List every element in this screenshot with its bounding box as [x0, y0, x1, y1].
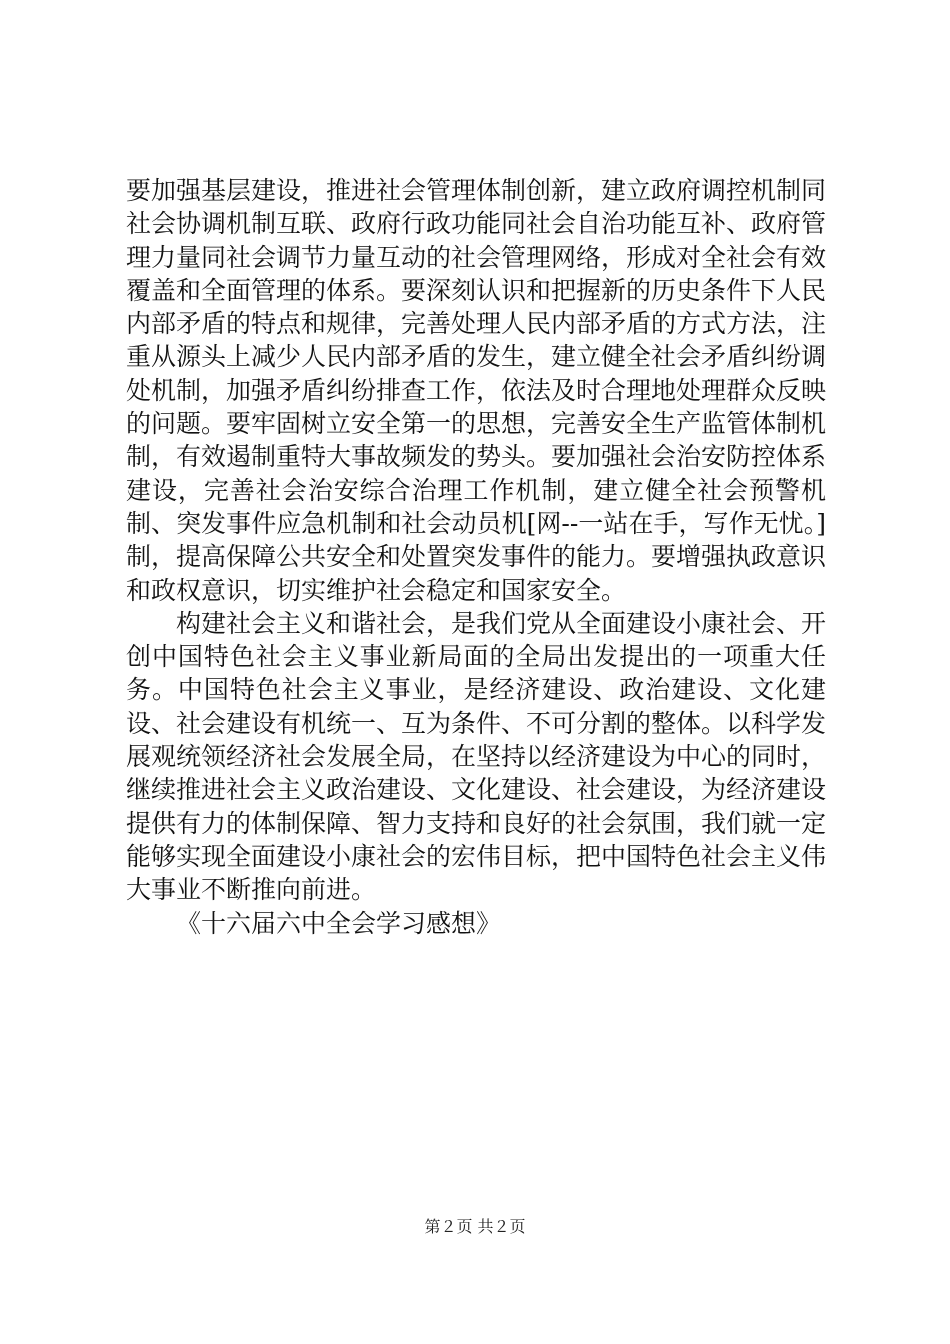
document-title-reference: 《十六届六中全会学习感想》	[176, 908, 502, 938]
paragraph-2: 构建社会主义和谐社会，是我们党从全面建设小康社会、开创中国特色社会主义事业新局面的全局出发提出的一项重大任务。中国特色社会主义事业，是经济建设、政治建设、文化建设、社会建设有机统一、互为条件、不可分割的整体。以科学发展观统领经济社会发展全局，在坚持以经济建设为中心的同时，继续推进社会主义政治建设、文化建设、社会建设，为经济建设提供有力的体制保障、智力支持和良好的社会氛围，我们就一定能够实现全面建设小康社会的宏伟目标，把中国特色社会主义伟大事业不断推向前进。	[126, 608, 827, 905]
page-footer: 第２页 共２页	[424, 1217, 526, 1236]
document-body	[126, 174, 826, 940]
paragraph-1: 要加强基层建设，推进社会管理体制创新，建立政府调控机制同社会协调机制互联、政府行政功能同社会自治功能互补、政府管理力量同社会调节力量互动的社会管理网络，形成对全社会有效覆盖和全面管理的体系。要深刻认识和把握新的历史条件下人民内部矛盾的特点和规律，完善处理人民内部矛盾的方式方法，注重从源头上减少人民内部矛盾的发生，建立健全社会矛盾纠纷调处机制，加强矛盾纠纷排查工作，依法及时合理地处理群众反映的问题。要牢固树立安全第一的思想，完善安全生产监管体制机制，有效遏制重特大事故频发的势头。要加强社会治安防控体系建设，完善社会治安综合治理工作机制，建立健全社会预警机制、突发事件应急机制和社会动员机[网--一站在手，写作无忧。]制，提高保障公共安全和处置突发事件的能力。要增强执政意识和政权意识，切实维护社会稳定和国家安全。	[126, 176, 827, 605]
